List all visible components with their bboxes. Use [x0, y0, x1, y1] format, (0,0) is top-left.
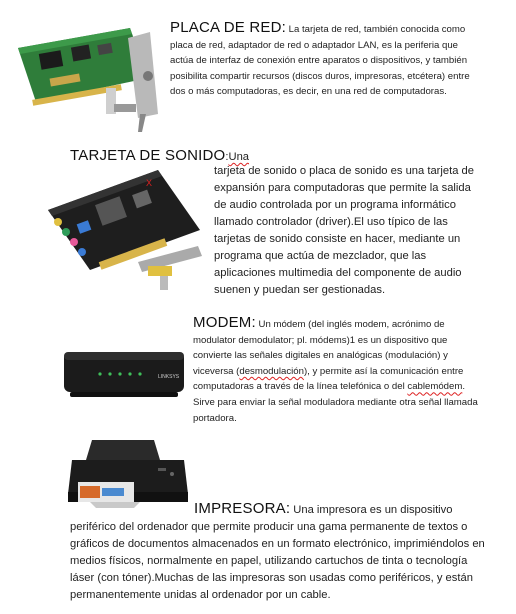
sound-body-underlined: Una [228, 151, 250, 163]
printer-image [68, 434, 192, 510]
modem-title: MODEM: [193, 314, 256, 331]
modem-body-c: . Sirve para enviar la señal moduladora mediante otra señal llamada portadora. [193, 381, 478, 424]
modem-body-underlined-2: cablemódem [407, 381, 463, 393]
modem-body-underlined: desmodulación [239, 365, 304, 377]
sound-body: tarjeta de sonido o placa de sonido es una tarjeta de expansión para computadoras que permite la salida de audio controlada por un programa informático llamado controlador (driver).El uso típico de las tarjetas de sonido consiste en hacer, mediante un programa que actúa de mezclador, que las aplicaciones multimedia del componente de audio suenen y puedan ser gestionadas. [214, 165, 474, 296]
network-card-image [10, 18, 160, 136]
nic-body: La tarjeta de red, también conocida como placa de red, adaptador de red o adaptador LAN, es la periferia que actúa de interfaz de conexión entre aparatos o dispositivos, y también posibilita compartir recursos (discos duros, impresoras, etcétera) entre dos o más computadoras, es decir, en una red de computadoras. [170, 24, 470, 98]
nic-section [170, 20, 470, 100]
printer-section [70, 500, 490, 604]
nic-title: PLACA DE RED: [170, 19, 286, 36]
modem-section [193, 315, 483, 426]
svg-text:X: X [146, 178, 153, 188]
modem-body-a: Un módem (del inglés modem, acrónimo de modulator demodulator; pl. módems)1 es un dispositivo que convierte las señales digitales en analógicas (modulación) y viceversa ( [193, 319, 448, 377]
printer-title: IMPRESORA: [194, 500, 291, 517]
sound-sep: : [225, 151, 229, 163]
sound-title: TARJETA DE SONIDO [70, 147, 226, 164]
sound-text [214, 163, 486, 299]
sound-card-image [38, 166, 210, 294]
modem-brand-label: LINKSYS [158, 374, 180, 380]
modem-body-b: ), y permite así la comunicación entre computadoras a través de la línea telefónica o del [193, 365, 464, 393]
modem-image [60, 338, 188, 400]
printer-body: Una impresora es un dispositivo periférico del ordenador que permite producir una gama permanente de textos o gráficos de documentos almacenados en un formato electrónico, imprimiéndolos en medios físicos, normalmente en papel, utilizando cartuchos de tinta o tecnología láser (con tóner).Muchas de las impresoras son usadas como periféricos, y están permanentemente unidas al ordenador por un cable. [70, 504, 485, 601]
